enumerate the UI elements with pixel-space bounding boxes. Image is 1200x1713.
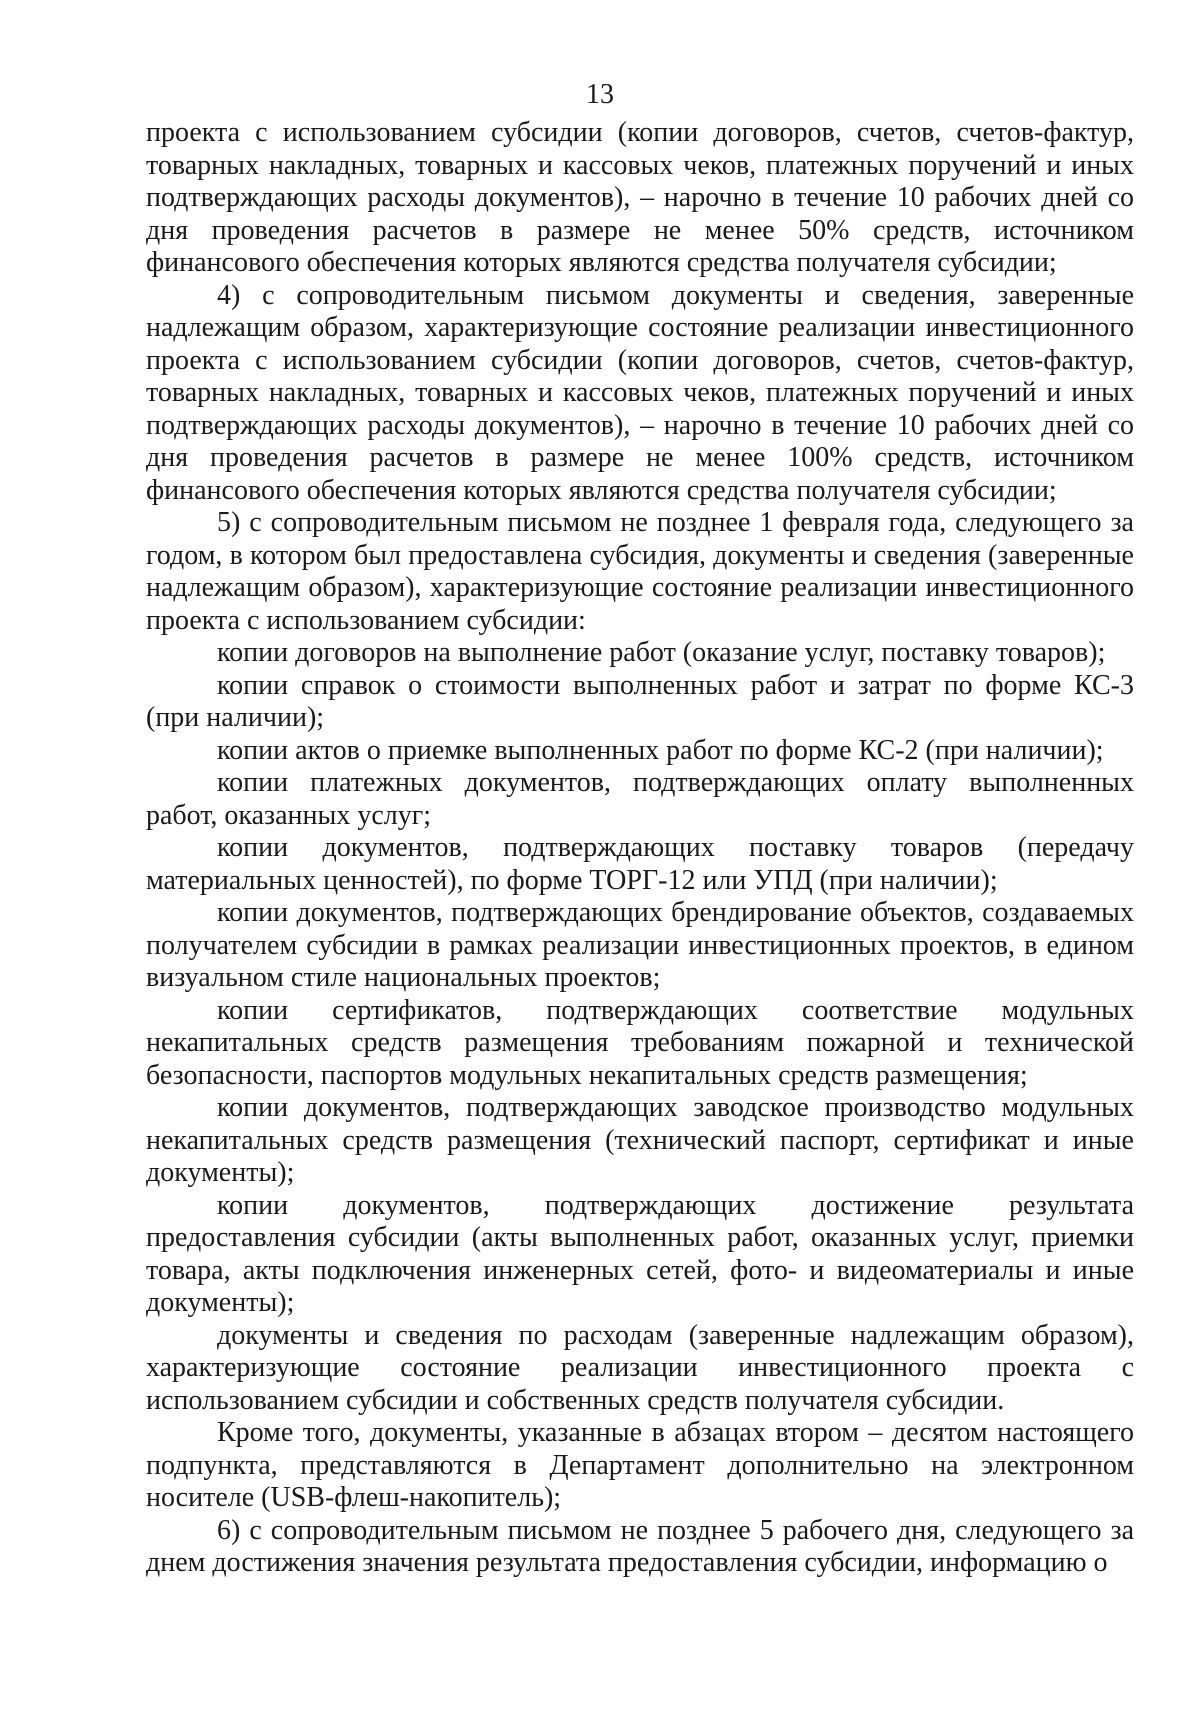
document-body [146, 117, 1134, 1580]
paragraph-certificate-copies: копии сертификатов, подтверждающих соответствие модульных некапитальных средств размещения требованиям пожарной и технической безопасности, паспортов модульных некапитальных средств размещения; [146, 994, 1134, 1091]
paragraph-item-5: 5) с сопроводительным письмом не позднее 1 февраля года, следующего за годом, в котором был предоставлена субсидия, документы и сведения (заверенные надлежащим образом), характеризующие состояние реализации инвестиционного проекта с использованием субсидии: [146, 507, 1134, 636]
paragraph-branding-copies: копии документов, подтверждающих брендирование объектов, создаваемых получателем субсидии в рамках реализации инвестиционных проектов, в едином визуальном стиле национальных проектов; [146, 897, 1134, 993]
paragraph-result-copies: копии документов, подтверждающих достижение результата предоставления субсидии (акты выполненных работ, оказанных услуг, приемки товара, акты подключения инженерных сетей, фото- и видеоматериалы и иные документы); [146, 1189, 1134, 1318]
paragraph-payment-copies: копии платежных документов, подтверждающих оплату выполненных работ, оказанных услуг; [146, 767, 1134, 831]
paragraph-electronic-media: Кроме того, документы, указанные в абзацах втором – десятом настоящего подпункта, представляются в Департамент дополнительно на электронном носителе (USB-флеш-накопитель); [146, 1417, 1134, 1513]
paragraph-expense-documents: документы и сведения по расходам (заверенные надлежащим образом), характеризующие состояние реализации инвестиционного проекта с использованием субсидии и собственных средств получателя субсидии. [146, 1319, 1134, 1416]
paragraph-delivery-copies: копии документов, подтверждающих поставку товаров (передачу материальных ценностей), по форме ТОРГ-12 или УПД (при наличии); [146, 832, 1134, 896]
paragraph-factory-copies: копии документов, подтверждающих заводское производство модульных некапитальных средств размещения (технический паспорт, сертификат и иные документы); [146, 1092, 1134, 1188]
paragraph-continuation: проекта с использованием субсидии (копии договоров, счетов, счетов-фактур, товарных накладных, товарных и кассовых чеков, платежных поручений и иных подтверждающих расходы документов), – нарочно в течение 10 рабочих дней со дня проведения расчетов в размере не менее 50% средств, источником финансового обеспечения которых являются средства получателя субсидии; [146, 117, 1134, 278]
paragraph-ks3-copies: копии справок о стоимости выполненных работ и затрат по форме КС-3 (при наличии); [146, 669, 1134, 733]
paragraph-item-6: 6) с сопроводительным письмом не позднее 5 рабочего дня, следующего за днем достижения значения результата предоставления субсидии, информацию о [146, 1514, 1134, 1578]
paragraph-item-4: 4) с сопроводительным письмом документы и сведения, заверенные надлежащим образом, характеризующие состояние реализации инвестиционного проекта с использованием субсидии (копии договоров, счетов, счетов-фактур, товарных накладных, товарных и кассовых чеков, платежных поручений и иных подтверждающих расходы документов), – нарочно в течение 10 рабочих дней со дня проведения расчетов в размере не менее 100% средств, источником финансового обеспечения которых являются средства получателя субсидии; [146, 279, 1134, 506]
paragraph-contract-copies: копии договоров на выполнение работ (оказание услуг, поставку товаров); [217, 637, 1106, 668]
page-number: 13 [586, 79, 614, 110]
paragraph-ks2-copies: копии актов о приемке выполненных работ по форме КС-2 (при наличии); [217, 734, 1104, 766]
